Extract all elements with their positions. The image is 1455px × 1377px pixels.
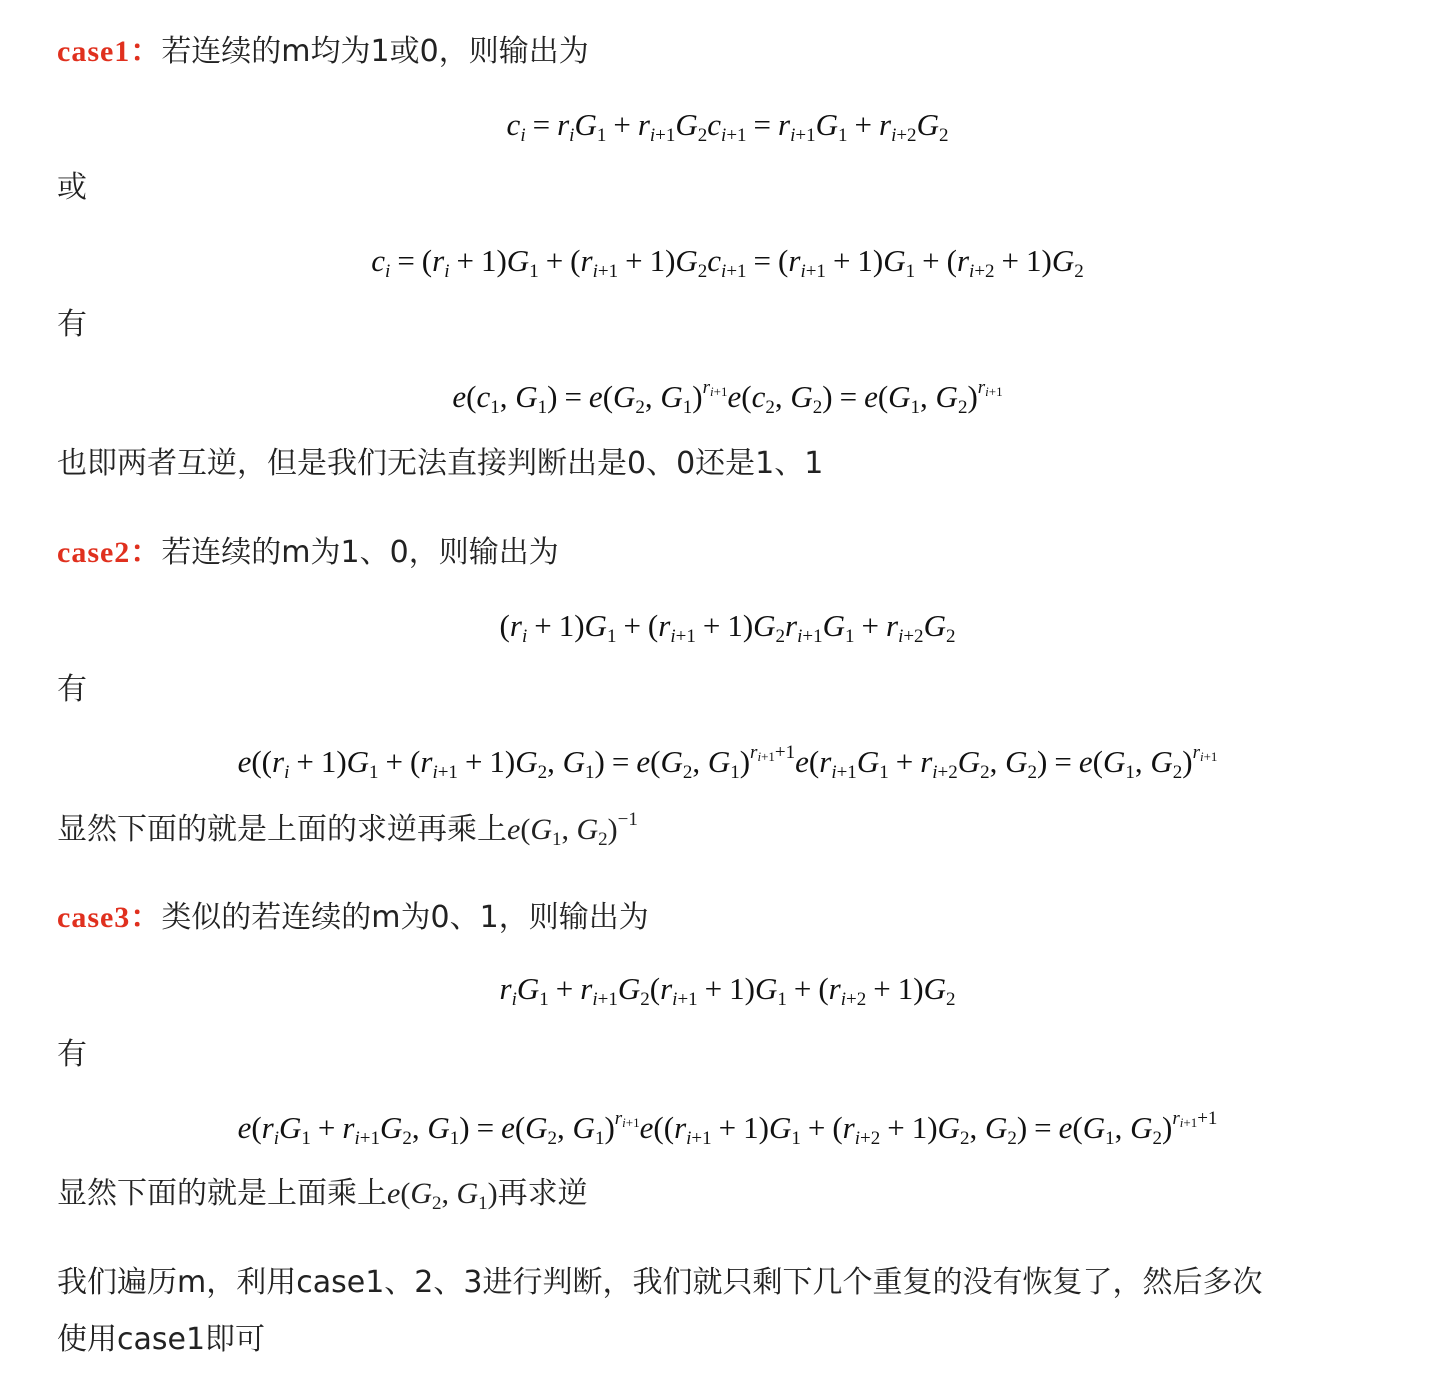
case3-text: 类似的若连续的m为0、1，则输出为 — [161, 900, 649, 935]
case3-note-text-b: 再求逆 — [497, 1176, 588, 1211]
case1-heading — [57, 30, 589, 74]
case1-label: case1： — [57, 35, 162, 68]
equation-case1-a: $c_i = r_iG_1 + r_{i+1}G_2c_{i+1} = r_{i+1}G_1 + r_{i+2}G_2$ — [506, 107, 949, 146]
or-text: 或 — [57, 170, 87, 205]
summary-line-2: 使用case1即可 — [57, 1322, 266, 1357]
equation-pairing-1: $e(c_1$, $G_1) = e(G_2$, $G_1)^{r_{i+1}}e(c_2$, $G_2) = e(G_1$, $G_2)^{r_{i+1}}$ — [452, 377, 1003, 418]
equation-pairing-3: $e(r_iG_1 + r_{i+1}G_2$, $G_1) = e(G_2$, $G_1)^{r_{i+1}}e((r_{i+1} + 1)G_1 + (r_{i+2} + 1)G_2$, $G_2) = e(G_1$, $G_2)^{r_{i+1}+1}$ — [237, 1108, 1218, 1149]
case2-text: 若连续的m为1、0，则输出为 — [161, 535, 559, 570]
you-text-3: 有 — [57, 1037, 87, 1072]
equation-case3-output: $r_iG_1 + r_{i+1}G_2(r_{i+1} + 1)G_1 + (r_{i+2} + 1)G_2$ — [499, 971, 956, 1010]
case2-note — [57, 808, 638, 852]
case2-note-text: 显然下面的就是上面的求逆再乘上 — [57, 812, 507, 847]
case3-note-text-a: 显然下面的就是上面乘上 — [57, 1176, 387, 1211]
equation-case1-b: $c_i = (r_i + 1)G_1 + (r_{i+1} + 1)G_2c_{i+1} = (r_{i+1} + 1)G_1 + (r_{i+2} + 1)G_2$ — [371, 243, 1084, 282]
you-text-2: 有 — [57, 672, 87, 707]
case3-note — [57, 1172, 588, 1216]
case3-heading — [57, 896, 649, 940]
equation-case2-output: $(r_i + 1)G_1 + (r_{i+1} + 1)G_2r_{i+1}G_1 + r_{i+2}G_2$ — [499, 608, 956, 647]
you-text-1: 有 — [57, 307, 87, 342]
case3-label: case3： — [57, 901, 162, 934]
inline-formula-pairing-inverse: $e(G_1$, $G_2)^{-1}$ — [507, 809, 638, 850]
inline-formula-pairing-g2-g1: $e(G_2$, $G_1$) — [387, 1177, 498, 1214]
case2-label: case2： — [57, 536, 162, 569]
equation-pairing-2: $e((r_i + 1)G_1 + (r_{i+1} + 1)G_2$, $G_1) = e(G_2$, $G_1)^{r_{i+1}+1}e(r_{i+1}G_1 + r_{i+2}G_2$, $G_2) = e(G_1$, $G_2)^{r_{i+1}}$ — [237, 742, 1218, 783]
case2-heading — [57, 531, 559, 575]
case1-text: 若连续的m均为1或0，则输出为 — [161, 34, 589, 69]
inverse-text: 也即两者互逆，但是我们无法直接判断出是0、0还是1、1 — [57, 446, 824, 481]
summary-line-1: 我们遍历m，利用case1、2、3进行判断，我们就只剩下几个重复的没有恢复了，然后多次 — [57, 1265, 1263, 1300]
